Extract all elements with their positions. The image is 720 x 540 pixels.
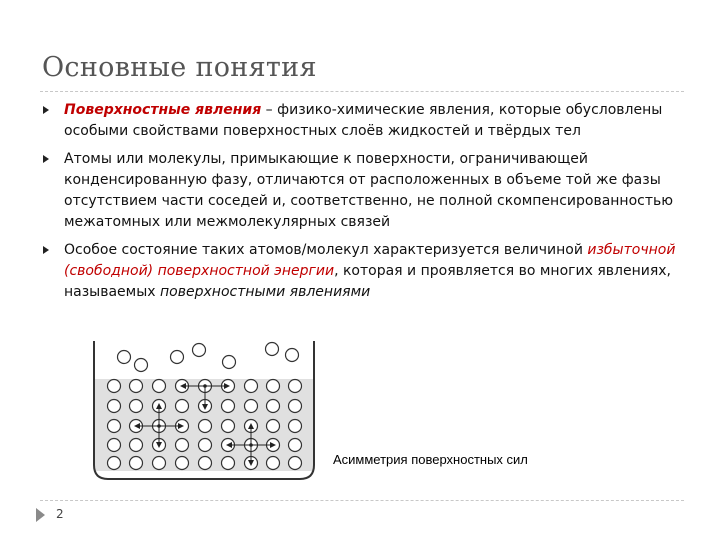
liquid-molecule xyxy=(108,400,121,413)
liquid-molecule xyxy=(289,457,302,470)
term-surface-phenomena: Поверхностные явления xyxy=(64,102,262,118)
liquid-molecule xyxy=(199,439,212,452)
liquid-molecule xyxy=(176,400,189,413)
bullet-item-definition xyxy=(42,100,682,142)
page-number: 2 xyxy=(56,507,64,521)
vapor-molecule xyxy=(135,359,148,372)
liquid-molecule xyxy=(130,457,143,470)
liquid-molecule xyxy=(289,400,302,413)
bullet-arrow-icon xyxy=(43,246,49,254)
liquid-molecule xyxy=(289,420,302,433)
energy-text-middle: , которая и проявляется во многих явлениях, называемых xyxy=(64,263,671,300)
bullet-arrow-icon xyxy=(43,155,49,163)
liquid-molecule xyxy=(267,400,280,413)
liquid-molecule xyxy=(245,400,258,413)
footer-divider xyxy=(40,500,684,501)
liquid-molecule xyxy=(267,380,280,393)
liquid-molecule xyxy=(176,457,189,470)
liquid-molecule xyxy=(222,420,235,433)
vapor-molecule xyxy=(266,343,279,356)
liquid-molecule xyxy=(289,439,302,452)
liquid-molecule xyxy=(176,439,189,452)
footer-arrow-icon xyxy=(36,508,45,522)
vapor-molecule xyxy=(193,344,206,357)
liquid-molecule xyxy=(153,380,166,393)
figure-caption: Асимметрия поверхностных сил xyxy=(333,452,528,467)
term-surface-phenomena-italic: поверхностными явлениями xyxy=(160,284,371,300)
term-surface-energy: избыточной (свободной) поверхностной энергии xyxy=(64,242,676,279)
liquid-molecule xyxy=(108,457,121,470)
liquid-molecule xyxy=(267,457,280,470)
vapor-molecules xyxy=(118,343,299,372)
title-divider xyxy=(40,91,684,92)
liquid-molecule xyxy=(222,457,235,470)
force-center-dot xyxy=(249,443,253,447)
liquid-molecule xyxy=(289,380,302,393)
bullet-item-atoms xyxy=(42,149,682,233)
liquid-molecule xyxy=(267,420,280,433)
liquid-molecule xyxy=(130,439,143,452)
vapor-molecule xyxy=(118,351,131,364)
force-center-dot xyxy=(157,424,161,428)
slide-title: Основные понятия xyxy=(42,52,317,83)
liquid-molecule xyxy=(245,380,258,393)
surface-forces-figure xyxy=(93,341,315,480)
liquid-molecule xyxy=(108,439,121,452)
vapor-molecule xyxy=(223,356,236,369)
force-center-dot xyxy=(203,384,207,388)
liquid-molecule xyxy=(130,380,143,393)
definition-text: – физико-химические явления, которые обусловлены особыми свойствами поверхностных слоёв жидкостей и твёрдых тел xyxy=(64,102,663,139)
liquid-molecule xyxy=(199,457,212,470)
vapor-molecule xyxy=(286,349,299,362)
liquid-molecule xyxy=(130,400,143,413)
vapor-molecule xyxy=(171,351,184,364)
liquid-molecule xyxy=(108,380,121,393)
bullet-arrow-icon xyxy=(43,106,49,114)
bullet-item-energy xyxy=(42,240,682,303)
liquid-molecule xyxy=(153,457,166,470)
liquid-molecule xyxy=(199,420,212,433)
liquid-molecule xyxy=(222,400,235,413)
atoms-text: Атомы или молекулы, примыкающие к поверхности, ограничивающей конденсированную фазу, отличаются от расположенных в объеме той же фазы отсутствием части соседей и, соответственно, не полной скомпенсированностью межатомных или межмолекулярных связей xyxy=(64,151,674,230)
bullet-list xyxy=(42,100,682,310)
energy-text-before: Особое состояние таких атомов/молекул характеризуется величиной xyxy=(64,242,588,258)
liquid-molecule xyxy=(108,420,121,433)
